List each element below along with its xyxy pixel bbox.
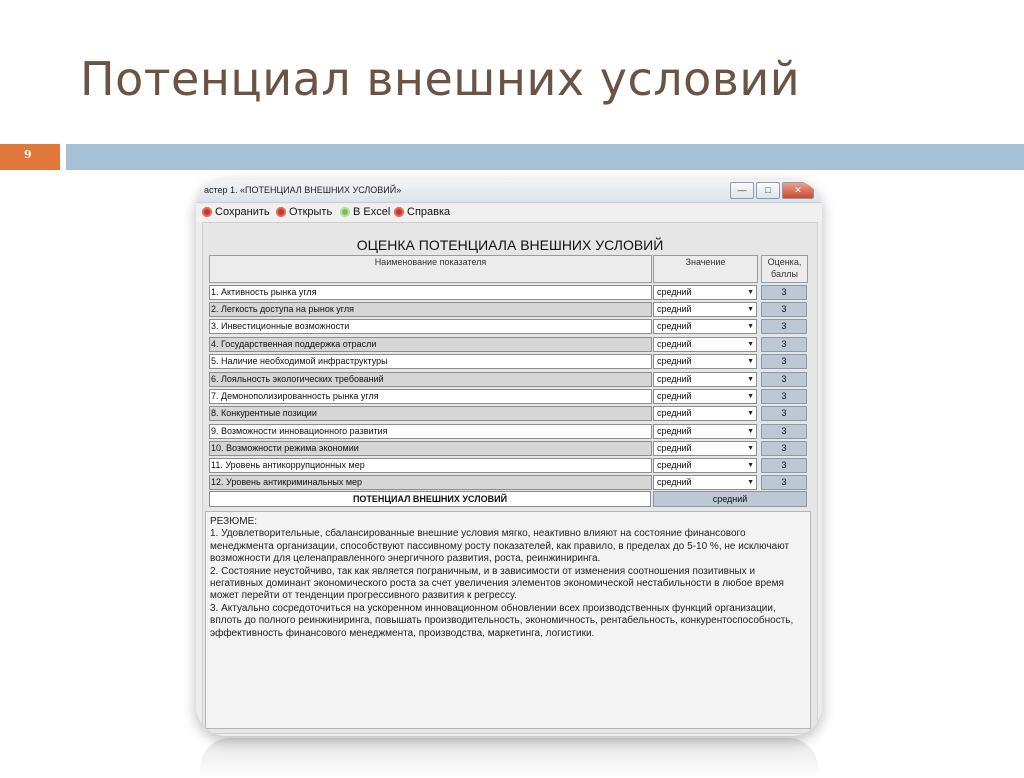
help-icon [394,207,404,217]
menu-bar [196,204,822,222]
assessment-form [202,222,818,734]
dropdown-arrow-icon[interactable]: ▼ [747,289,754,296]
indicator-label: 7. Демонополизированность рынка угля [209,389,652,404]
value-select[interactable] [653,319,757,334]
page-number: 9 [24,148,32,161]
total-label: ПОТЕНЦИАЛ ВНЕШНИХ УСЛОВИЙ [209,491,651,507]
value-select-text: средний [657,356,692,366]
value-select[interactable] [653,458,757,473]
value-select[interactable] [653,354,757,369]
value-select-text: средний [657,304,692,314]
score-cell: 3 [761,424,807,439]
indicator-label: 9. Возможности инновационного развития [209,424,652,439]
window-reflection [200,738,818,778]
summary-paragraph-3: 3. Актуально сосредоточиться на ускоренном инновационном обновлении всех производственных функций организации, вплоть до полного реинжиниринга, повышать производительность, экономичность, рентабельность, конкурентоспособность, эффективность финансового менеджмента, производства, маркетинга, логистики. [210,602,794,639]
menu-excel-label: В Excel [353,206,391,218]
menu-help[interactable] [394,206,450,218]
score-cell: 3 [761,302,807,317]
indicator-label: 8. Конкурентные позиции [209,406,652,421]
dropdown-arrow-icon[interactable]: ▼ [747,376,754,383]
indicator-label: 1. Активность рынка угля [209,285,652,300]
indicator-label: 12. Уровень антикриминальных мер [209,475,652,490]
indicator-label: 4. Государственная поддержка отрасли [209,337,652,352]
indicator-label: 10. Возможности режима экономии [209,441,652,456]
summary-paragraph-2: 2. Состояние неустойчиво, так как является пограничным, и в зависимости от изменения соотношения позитивных и негативных доминант экономического роста за счет увеличения элементов экономической нестабильности в любое время может перейти от тенденции прогрессивного развития к регрессу. [210,565,784,602]
value-select-text: средний [657,391,692,401]
score-cell: 3 [761,319,807,334]
column-header-score: Оценка, баллы [761,255,808,283]
total-value: средний [653,491,807,507]
value-select[interactable] [653,475,757,490]
score-cell: 3 [761,458,807,473]
open-icon [276,207,286,217]
form-title: ОЦЕНКА ПОТЕНЦИАЛА ВНЕШНИХ УСЛОВИЙ [356,237,664,253]
menu-open-label: Открыть [289,206,333,218]
indicator-label: 11. Уровень антикоррупционных мер [209,458,652,473]
page-number-box [0,144,60,170]
value-select-text: средний [657,477,692,487]
value-select-text: средний [657,287,692,297]
indicator-label: 2. Легкость доступа на рынок угля [209,302,652,317]
window-controls [730,182,814,199]
save-icon [202,207,212,217]
menu-open[interactable] [276,206,332,218]
column-header-value: Значение [653,255,758,283]
slide-title: Потенциал внешних условий [80,52,801,106]
maximize-button[interactable]: □ [756,182,780,199]
value-select[interactable] [653,302,757,317]
summary-paragraph-1: 1. Удовлетворительные, сбалансированные внешние условия мягко, неактивно влияют на состояние финансового менеджмента организации, способствуют пассивному росту показателей, как правило, в пределах до 5-10 %, не исключают возможности для целенаправленного энергичного развития, роста, реинжиниринга. [210,528,790,565]
menu-excel[interactable] [340,206,390,218]
dropdown-arrow-icon[interactable]: ▼ [747,323,754,330]
menu-save-label: Сохранить [215,206,270,218]
value-select[interactable] [653,389,757,404]
excel-icon [340,207,350,217]
value-select[interactable] [653,285,757,300]
value-select[interactable] [653,372,757,387]
window-title: астер 1. «ПОТЕНЦИАЛ ВНЕШНИХ УСЛОВИЙ» [204,185,402,195]
summary-heading: РЕЗЮМЕ: [210,516,258,527]
value-select-text: средний [657,426,692,436]
score-cell: 3 [761,475,807,490]
menu-save[interactable] [202,206,270,218]
app-window [196,180,822,736]
value-select[interactable] [653,441,757,456]
column-header-name: Наименование показателя [209,255,652,283]
value-select-text: средний [657,374,692,384]
window-titlebar[interactable] [196,180,822,203]
value-select-text: средний [657,321,692,331]
minimize-button[interactable]: — [730,182,754,199]
value-select-text: средний [657,460,692,470]
value-select[interactable] [653,406,757,421]
indicator-label: 6. Лояльность экологических требований [209,372,652,387]
indicator-label: 5. Наличие необходимой инфраструктуры [209,354,652,369]
dropdown-arrow-icon[interactable]: ▼ [747,462,754,469]
value-select[interactable] [653,337,757,352]
header-divider-bar [66,144,1024,170]
menu-help-label: Справка [407,206,451,218]
score-cell: 3 [761,389,807,404]
dropdown-arrow-icon[interactable]: ▼ [747,479,754,486]
value-select-text: средний [657,339,692,349]
dropdown-arrow-icon[interactable]: ▼ [747,358,754,365]
close-button[interactable]: ✕ [782,182,814,199]
dropdown-arrow-icon[interactable]: ▼ [747,445,754,452]
value-select-text: средний [657,443,692,453]
score-cell: 3 [761,285,807,300]
dropdown-arrow-icon[interactable]: ▼ [747,341,754,348]
dropdown-arrow-icon[interactable]: ▼ [747,306,754,313]
score-cell: 3 [761,441,807,456]
dropdown-arrow-icon[interactable]: ▼ [747,410,754,417]
score-cell: 3 [761,406,807,421]
summary-text-area[interactable] [205,511,811,729]
dropdown-arrow-icon[interactable]: ▼ [747,393,754,400]
value-select-text: средний [657,408,692,418]
score-cell: 3 [761,337,807,352]
score-cell: 3 [761,372,807,387]
score-cell: 3 [761,354,807,369]
indicator-label: 3. Инвестиционные возможности [209,319,652,334]
value-select[interactable] [653,424,757,439]
dropdown-arrow-icon[interactable]: ▼ [747,428,754,435]
